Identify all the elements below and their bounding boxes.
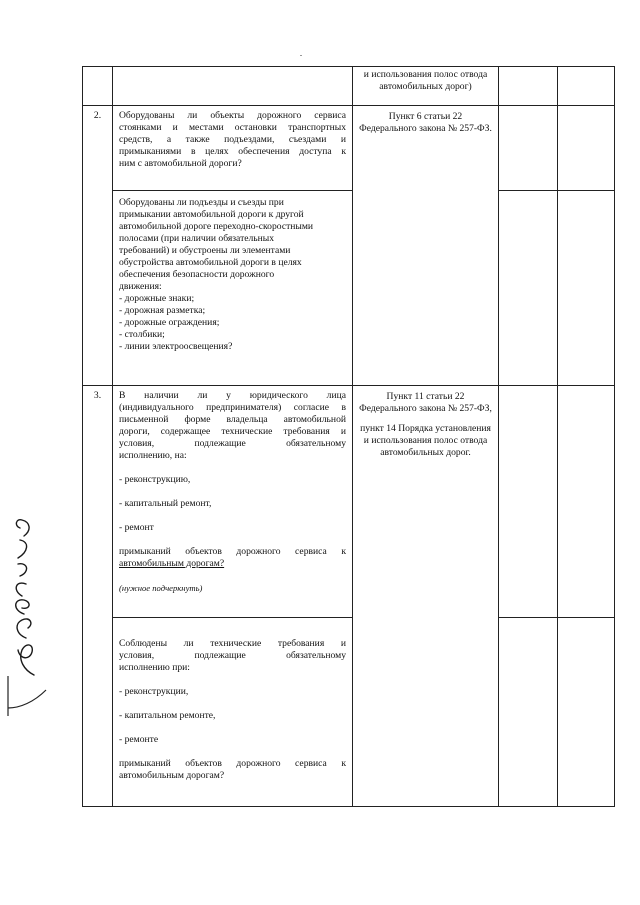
- question-text: Соблюдены ли технические требования и: [119, 638, 346, 649]
- question-cell: [113, 618, 353, 807]
- legal-basis-text: автомобильных дорог): [379, 81, 472, 92]
- list-item: - линии электроосвещения?: [119, 341, 233, 352]
- question-cell: [113, 386, 353, 618]
- question-text: письменной форме владельца автомобильной: [119, 414, 346, 425]
- list-item: - реконструкцию,: [119, 474, 191, 485]
- scan-speck: [300, 55, 302, 56]
- handwritten-signature: [4, 510, 44, 680]
- cell-answer-no[interactable]: [558, 191, 615, 386]
- list-item: - капитальном ремонте,: [119, 710, 216, 721]
- cell-number-empty: [83, 67, 113, 106]
- cell-answer-yes[interactable]: [499, 386, 558, 618]
- question-text: движения:: [119, 281, 162, 292]
- list-item: - реконструкции,: [119, 686, 189, 697]
- question-text: условия, подлежащие обязательному: [119, 650, 346, 661]
- cell-legal-basis: [353, 106, 499, 386]
- question-text: примыкании автомобильной дороги к другой: [119, 209, 304, 220]
- question-text: автомобильным дорогам?: [119, 770, 225, 781]
- question-text: ним с автомобильной дороги?: [119, 158, 242, 169]
- cell-legal-basis: [353, 67, 499, 106]
- instruction-note: (нужное подчеркнуть): [119, 583, 203, 593]
- list-item: - ремонте: [119, 734, 159, 745]
- question-cell: [113, 191, 353, 386]
- question-text: исполнению при:: [119, 662, 190, 673]
- row-number: 2.: [83, 106, 113, 386]
- cell-answer-yes[interactable]: [499, 191, 558, 386]
- cell-answer-no: [558, 67, 615, 106]
- table-row-3b: [83, 618, 615, 807]
- cell-answer-yes: [499, 67, 558, 106]
- list-item: - дорожная разметка;: [119, 305, 206, 316]
- question-text: автомобильным дорогам?: [119, 558, 225, 569]
- question-text: стоянками и местами остановки транспортных: [119, 122, 346, 133]
- question-text: Оборудованы ли объекты дорожного сервиса: [119, 110, 346, 121]
- question-text: обеспечения безопасности дорожного: [119, 269, 275, 280]
- table-row-continuation: [83, 67, 615, 106]
- legal-basis-text: Пункт 11 статьи 22: [386, 391, 465, 402]
- legal-basis-text: Федерального закона № 257-ФЗ.: [359, 123, 492, 134]
- legal-basis-text: Федерального закона № 257-ФЗ,: [359, 403, 492, 414]
- cell-answer-yes[interactable]: [499, 106, 558, 191]
- question-text: условия, подлежащие обязательному: [119, 438, 346, 449]
- question-text: средств, а также подъездами, съездами и: [119, 134, 346, 145]
- question-text: исполнению, на:: [119, 450, 187, 461]
- question-text: примыканий объектов дорожного сервиса к: [119, 758, 346, 769]
- table-row-3a: [83, 386, 615, 618]
- question-text: автомобильной дороге переходно-скоростными: [119, 221, 314, 232]
- question-text: Оборудованы ли подъезды и съезды при: [119, 197, 284, 208]
- question-text: В наличии ли у юридического лица: [119, 390, 346, 401]
- question-text: требований) и обустроены ли элементами: [119, 245, 291, 256]
- cell-answer-yes[interactable]: [499, 618, 558, 807]
- cell-answer-no[interactable]: [558, 386, 615, 618]
- checklist-table: [82, 66, 615, 807]
- legal-basis-text: и использования полос отвода: [363, 69, 488, 80]
- cell-question-empty: [113, 67, 353, 106]
- list-item: - дорожные знаки;: [119, 293, 195, 304]
- legal-basis-text: автомобильных дорог.: [380, 447, 471, 458]
- legal-basis-text: Пункт 6 статьи 22: [388, 111, 463, 122]
- margin-bracket-mark: [0, 672, 60, 732]
- legal-basis-text: и использования полос отвода: [363, 435, 488, 446]
- cell-answer-no[interactable]: [558, 618, 615, 807]
- list-item: - дорожные ограждения;: [119, 317, 220, 328]
- question-text: полосами (при наличии обязательных: [119, 233, 275, 244]
- table-row-2b: [83, 191, 615, 386]
- table-row-2a: [83, 106, 615, 191]
- cell-answer-no[interactable]: [558, 106, 615, 191]
- question-text: дороги, содержащее технические требования и: [119, 426, 346, 437]
- question-text: обустройства автомобильной дороги в целях: [119, 257, 302, 268]
- question-text: (индивидуального предпринимателя) согласие в: [119, 402, 346, 413]
- question-cell: [113, 106, 353, 191]
- list-item: - столбики;: [119, 329, 165, 340]
- legal-basis-text: пункт 14 Порядка установления: [360, 423, 491, 434]
- list-item: - ремонт: [119, 522, 154, 533]
- row-number: 3.: [83, 386, 113, 807]
- list-item: - капитальный ремонт,: [119, 498, 212, 509]
- question-text: примыканий объектов дорожного сервиса к: [119, 546, 346, 557]
- cell-legal-basis: [353, 386, 499, 807]
- question-text: примыканиями в целях обеспечения доступа к: [119, 146, 346, 157]
